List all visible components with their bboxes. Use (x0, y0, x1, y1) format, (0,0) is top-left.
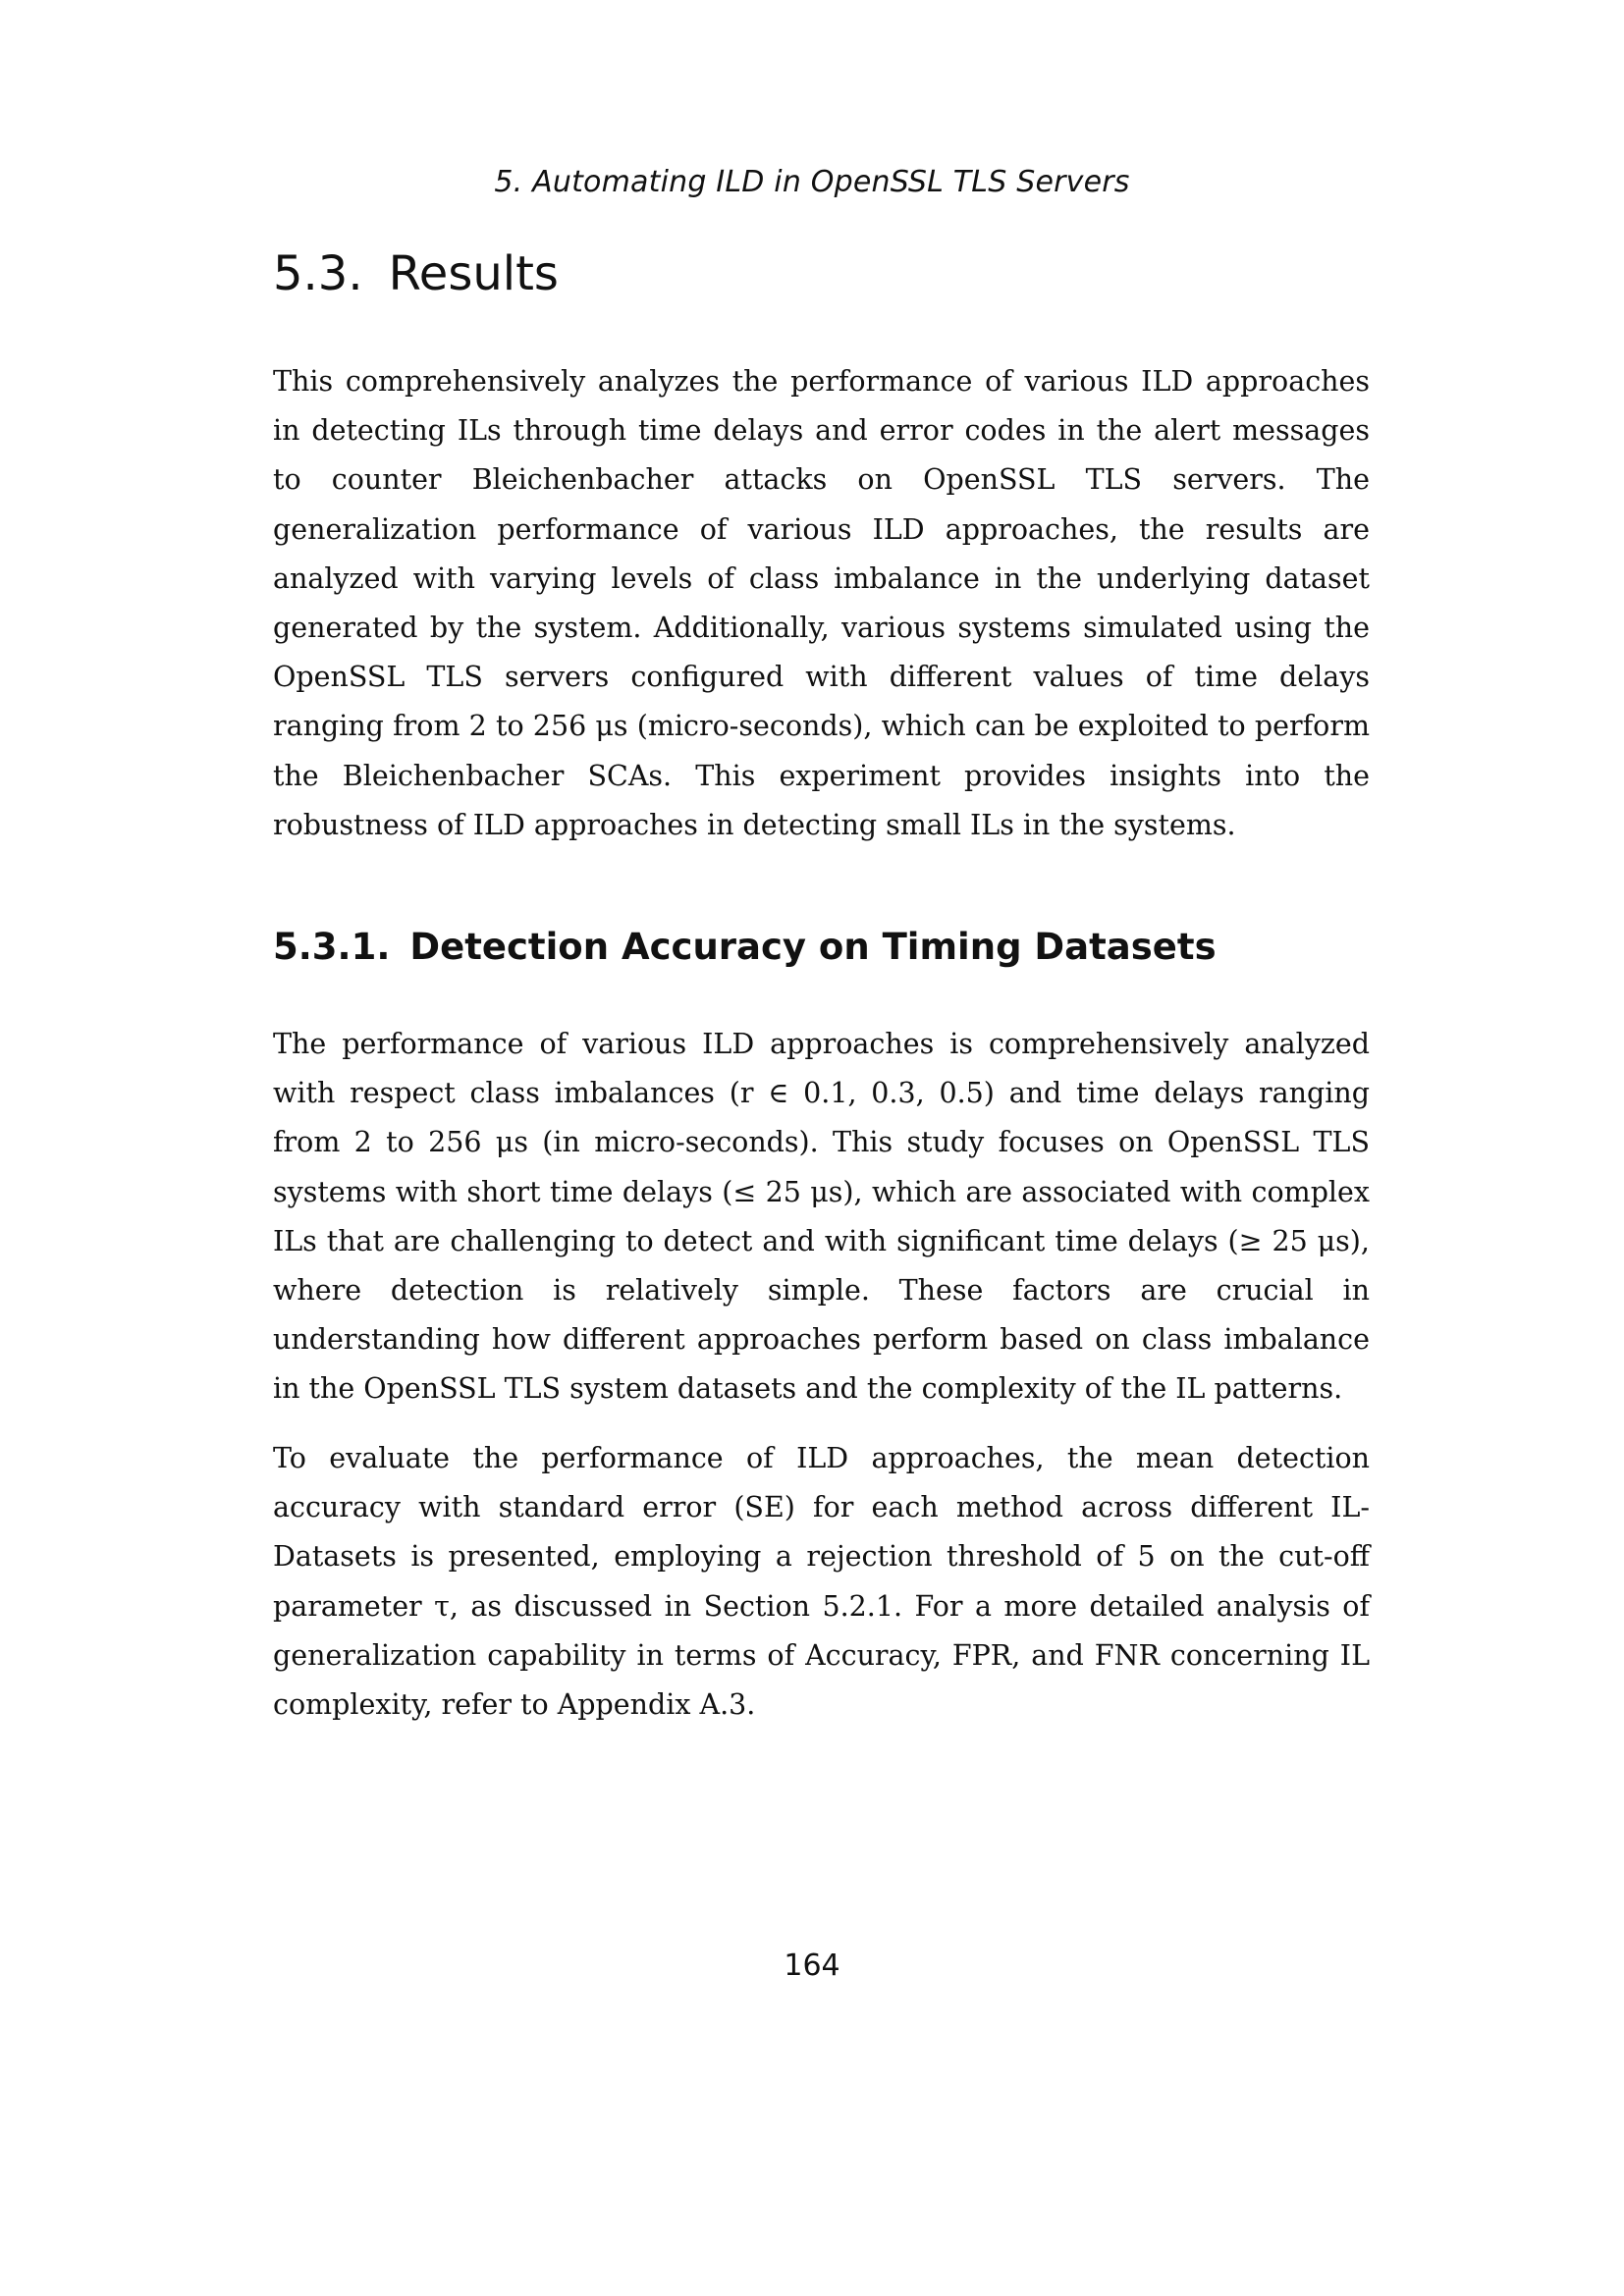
paragraph-detection-1: The performance of various ILD approaches is comprehensively analyzed with respect class imbalances (r ∈ 0.1, 0.3, 0.5) and time delays ranging from 2 to 256 μs (in micro-seconds). This study focuses on OpenSSL TLS systems with short time delays (≤ 25 μs), which are associated with complex ILs that are challenging to detect and with significant time delays (≥ 25 μs), where detection is relatively simple. These factors are crucial in understanding how different approaches perform based on class imbalance in the OpenSSL TLS system datasets and the complexity of the IL patterns. (273, 1028, 1370, 1406)
section-heading (273, 242, 559, 305)
section-title: Results (388, 246, 559, 301)
running-header: 5. Automating ILD in OpenSSL TLS Servers (494, 165, 1130, 199)
subsection-number: 5.3.1. (273, 926, 391, 968)
section-number: 5.3. (273, 246, 363, 301)
paragraph-intro: This comprehensively analyzes the performance of various ILD approaches in detecting ILs through time delays and error codes in the alert messages to counter Bleichenbacher attacks on OpenSSL TLS servers. The generalization performance of various ILD approaches, the results are analyzed with varying levels of class imbalance in the underlying dataset generated by the system. Additionally, various systems simulated using the OpenSSL TLS servers configured with different values of time delays ranging from 2 to 256 μs (micro-seconds), which can be exploited to perform the Bleichenbacher SCAs. This experiment provides insights into the robustness of ILD approaches in detecting small ILs in the systems. (273, 365, 1370, 841)
subsection-heading (273, 923, 1217, 972)
paragraph-detection-2: To evaluate the performance of ILD approaches, the mean detection accuracy with standard error (SE) for each method across different IL-Datasets is presented, employing a rejection threshold of 5 on the cut-off parameter τ, as discussed in Section 5.2.1. For a more detailed analysis of generalization capability in terms of Accuracy, FPR, and FNR concerning IL complexity, refer to Appendix A.3. (273, 1442, 1370, 1722)
page-number: 164 (784, 1949, 840, 1983)
subsection-title: Detection Accuracy on Timing Datasets (409, 926, 1217, 968)
